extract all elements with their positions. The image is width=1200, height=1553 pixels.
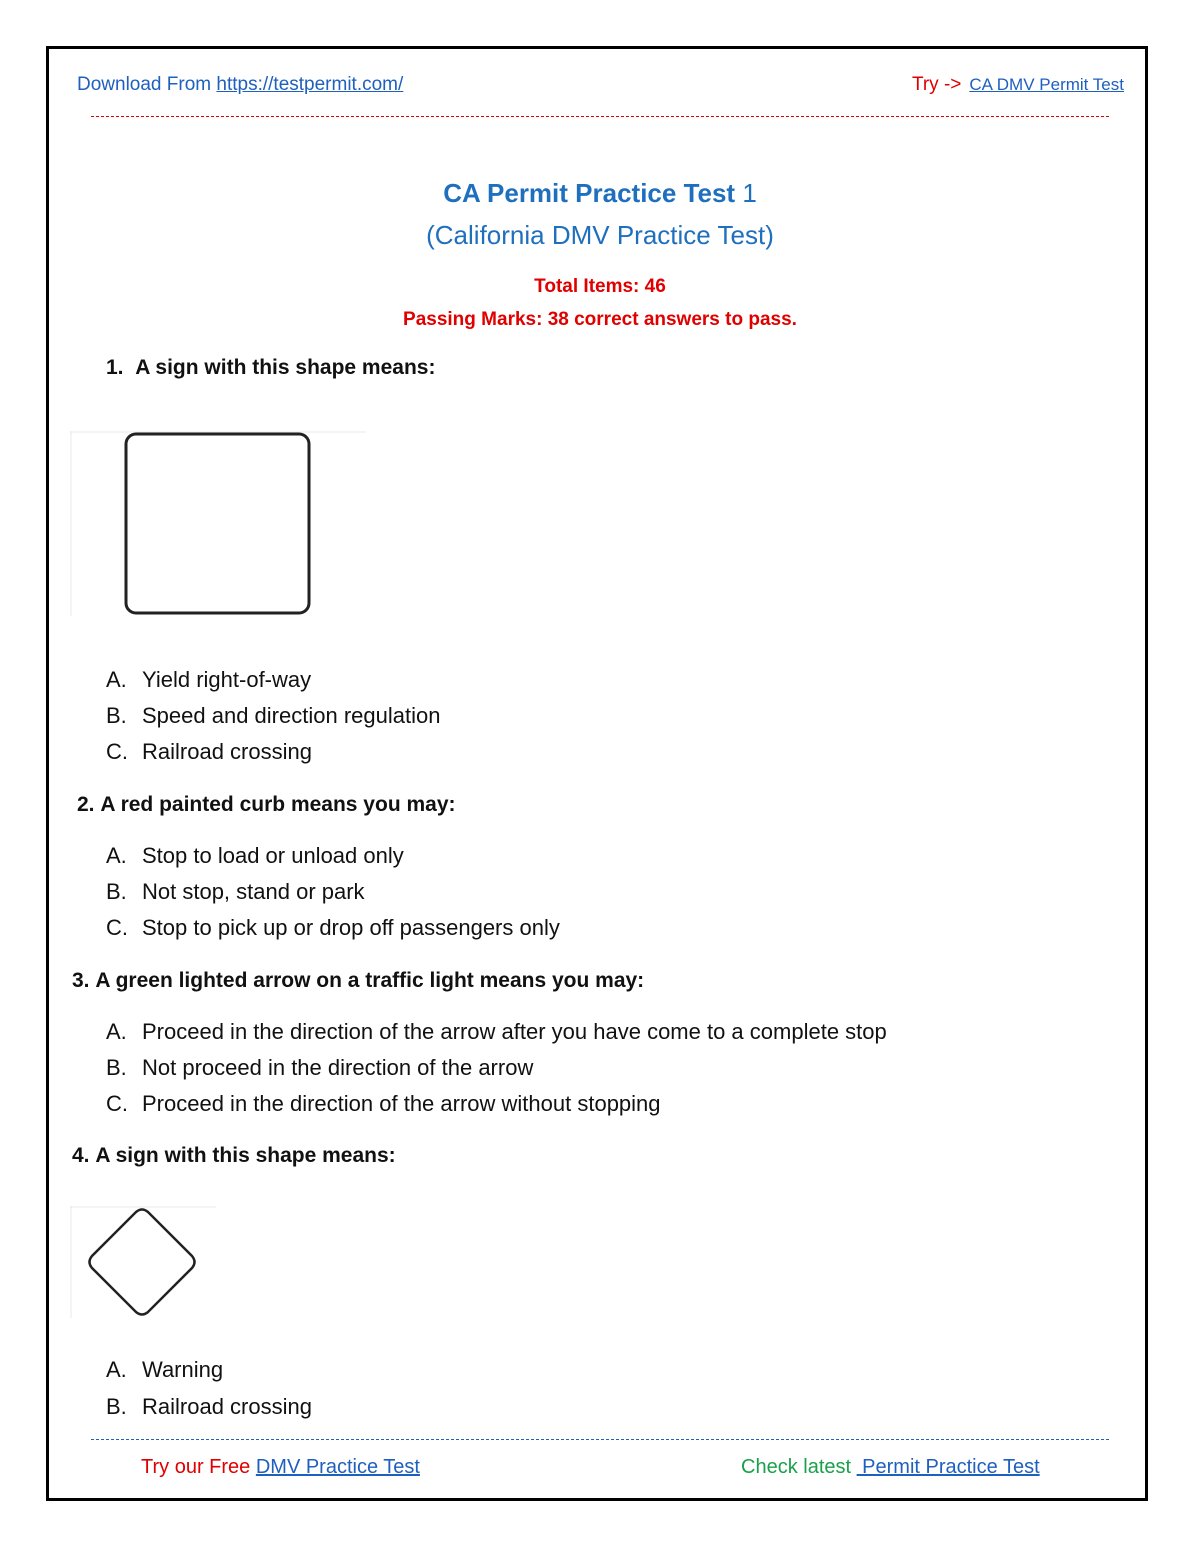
question-4-text: A sign with this shape means: xyxy=(95,1144,396,1167)
question-1-text: A sign with this shape means: xyxy=(135,356,436,379)
diamond-sign-shape xyxy=(90,1210,195,1315)
ca-dmv-permit-test-link[interactable]: CA DMV Permit Test xyxy=(969,75,1124,94)
q4-option-a-text: Warning xyxy=(142,1357,224,1382)
square-sign-shape xyxy=(126,434,309,613)
try-cta xyxy=(912,74,1124,96)
q3-option-a-text: Proceed in the direction of the arrow after you have come to a complete stop xyxy=(142,1019,887,1044)
q3-option-a[interactable] xyxy=(106,1019,887,1045)
q4-option-a-letter: A. xyxy=(106,1357,127,1382)
question-3-text: A green lighted arrow on a traffic light means you may: xyxy=(95,969,645,992)
footer-left xyxy=(141,1456,420,1479)
page-subtitle: (California DMV Practice Test) xyxy=(426,220,774,250)
download-prefix: Download From xyxy=(77,74,217,95)
q1-option-b[interactable] xyxy=(106,703,440,729)
q4-option-b-text: Railroad crossing xyxy=(142,1394,312,1419)
diamond-sign-image xyxy=(70,1206,216,1318)
q3-option-c-letter: C. xyxy=(106,1091,128,1116)
q2-option-c-letter: C. xyxy=(106,915,128,940)
q4-option-a[interactable] xyxy=(106,1357,223,1383)
q4-option-b-letter: B. xyxy=(106,1394,127,1419)
header-divider xyxy=(91,116,1109,117)
q2-option-c[interactable] xyxy=(106,915,560,941)
page-title-main: CA Permit Practice Test xyxy=(443,178,736,208)
footer-right xyxy=(741,1456,1040,1479)
q3-option-b[interactable] xyxy=(106,1055,533,1081)
q2-option-a-letter: A. xyxy=(106,843,127,868)
q3-option-c-text: Proceed in the direction of the arrow without stopping xyxy=(142,1091,661,1116)
q1-option-a[interactable] xyxy=(106,667,311,693)
question-1 xyxy=(106,356,435,380)
question-2-text: A red painted curb means you may: xyxy=(100,793,456,816)
q1-option-b-text: Speed and direction regulation xyxy=(142,703,441,728)
question-3 xyxy=(72,969,644,993)
square-sign-image xyxy=(70,431,366,616)
q1-option-a-text: Yield right-of-way xyxy=(142,667,312,692)
q1-option-a-letter: A. xyxy=(106,667,127,692)
q3-option-a-letter: A. xyxy=(106,1019,127,1044)
download-from xyxy=(77,74,403,96)
q2-option-c-text: Stop to pick up or drop off passengers only xyxy=(142,915,560,940)
question-3-number: 3. xyxy=(72,969,90,992)
question-4 xyxy=(72,1144,396,1168)
page-title-number: 1 xyxy=(735,178,757,208)
total-items: Total Items: 46 xyxy=(534,276,666,297)
q3-option-c[interactable] xyxy=(106,1091,661,1117)
footer-divider xyxy=(91,1439,1109,1440)
question-4-number: 4. xyxy=(72,1144,90,1167)
question-2 xyxy=(77,793,456,817)
question-2-number: 2. xyxy=(77,793,95,816)
footer-left-prefix: Try our Free xyxy=(141,1456,256,1478)
question-1-number: 1. xyxy=(106,356,124,379)
q3-option-b-letter: B. xyxy=(106,1055,127,1080)
q2-option-a-text: Stop to load or unload only xyxy=(142,843,404,868)
footer-right-prefix: Check latest xyxy=(741,1456,857,1478)
permit-practice-test-link[interactable]: Permit Practice Test xyxy=(856,1456,1040,1478)
q1-option-c-text: Railroad crossing xyxy=(142,739,312,764)
page-title xyxy=(0,178,1200,209)
dmv-practice-test-link[interactable]: DMV Practice Test xyxy=(255,1456,420,1478)
passing-marks: Passing Marks: 38 correct answers to pass. xyxy=(403,309,797,330)
q2-option-b[interactable] xyxy=(106,879,365,905)
q1-option-c[interactable] xyxy=(106,739,312,765)
download-link[interactable]: https://testpermit.com/ xyxy=(216,74,404,95)
q2-option-a[interactable] xyxy=(106,843,404,869)
q4-option-b[interactable] xyxy=(106,1394,312,1420)
try-prefix: Try -> xyxy=(911,74,962,95)
q1-option-c-letter: C. xyxy=(106,739,128,764)
q2-option-b-letter: B. xyxy=(106,879,127,904)
q3-option-b-text: Not proceed in the direction of the arrow xyxy=(142,1055,534,1080)
q2-option-b-text: Not stop, stand or park xyxy=(142,879,365,904)
q1-option-b-letter: B. xyxy=(106,703,127,728)
